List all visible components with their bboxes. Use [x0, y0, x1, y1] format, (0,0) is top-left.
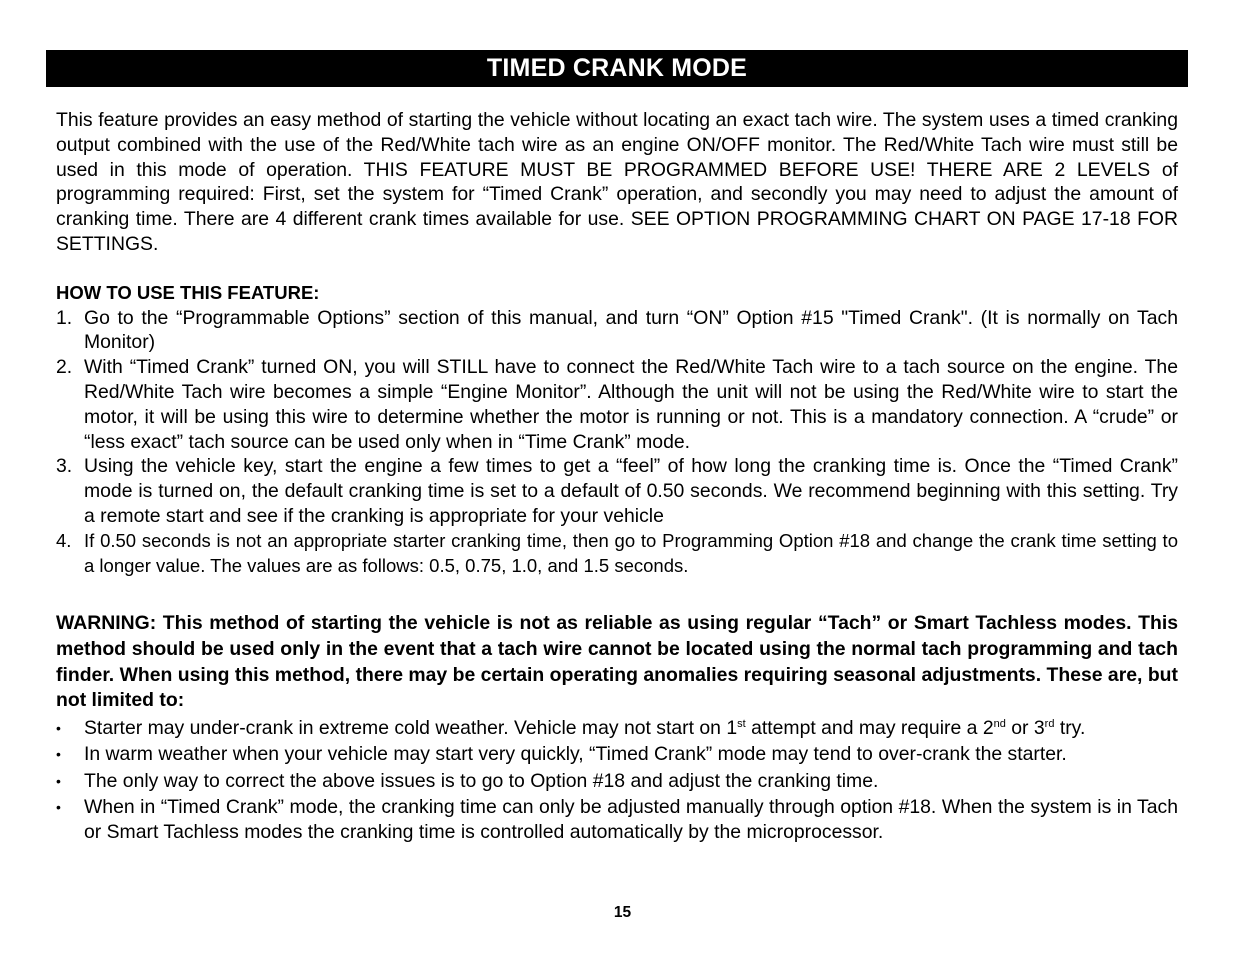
steps-list [56, 306, 1178, 579]
bullet-icon: • [56, 746, 61, 763]
page-number: 15 [613, 904, 632, 921]
bullet-text-part: or 3 [1005, 716, 1045, 739]
bullet-icon: • [56, 719, 61, 736]
ordinal-suffix: st [737, 717, 746, 730]
page-title-bar [46, 50, 1188, 87]
step-number: 3. [56, 455, 73, 478]
list-item [56, 306, 1178, 356]
page-content [56, 108, 1178, 846]
step-text: Using the vehicle key, start the engine a few times to get a “feel” of how long the cranking time is. Once the “Timed Crank” mode is turned on, the default cranking time is set to a default of 0.50 seconds. We recommend beginning with this setting. Try a remote start and see if the cranking is appropriate for your vehicle [84, 455, 1178, 527]
bullet-text-part: attempt and may require a 2 [745, 716, 994, 739]
bullet-text-part: Starter may under-crank in extreme cold weather. Vehicle may not start on 1 [84, 716, 738, 739]
ordinal-suffix: rd [1044, 717, 1055, 730]
bullet-icon: • [56, 772, 61, 789]
warning-paragraph: WARNING: This method of starting the vehicle is not as reliable as using regular “Tach” or Smart Tachless modes. This method should be used only in the event that a tach wire cannot be located using the normal tach programming and tach finder. When using this method, there may be certain operating anomalies requiring seasonal adjustments. These are, but not limited to: [56, 612, 1178, 712]
list-item [56, 742, 1178, 767]
list-item [56, 454, 1178, 528]
step-number: 2. [56, 356, 73, 379]
list-item [56, 529, 1178, 579]
intro-paragraph: This feature provides an easy method of starting the vehicle without locating an exact tach wire. The system uses a timed cranking output combined with the use of the Red/White tach wire as an engine ON/OFF monitor. The Red/White Tach wire must still be used in this mode of operation. THIS FEATURE MUST BE PROGRAMMED BEFORE USE! THERE ARE 2 LEVELS of programming required: First, set the system for “Timed Crank” operation, and secondly you may need to adjust the amount of cranking time. There are 4 different crank times available for use. SEE OPTION PROGRAMMING CHART ON PAGE 17-18 FOR SETTINGS. [56, 109, 1178, 255]
bullet-text-part: try. [1054, 716, 1086, 739]
step-text: With “Timed Crank” turned ON, you will STILL have to connect the Red/White Tach wire to a tach source on the engine. The Red/White Tach wire becomes a simple “Engine Monitor”. Although the unit will not be using the Red/White wire to start the motor, it will be using this wire to determine whether the motor is running or not. This is a mandatory connection. A “crude” or “less exact” tach source can be used only when in “Time Crank” mode. [84, 356, 1178, 453]
howto-heading: HOW TO USE THIS FEATURE: [56, 281, 320, 303]
ordinal-suffix: nd [993, 717, 1006, 730]
bullet-text [84, 716, 1178, 741]
list-item [56, 355, 1178, 454]
bullet-text: In warm weather when your vehicle may start very quickly, “Timed Crank” mode may tend to over-crank the starter. [84, 743, 1067, 766]
step-text: Go to the “Programmable Options” section of this manual, and turn “ON” Option #15 "Timed Crank". (It is normally on Tach Monitor) [84, 306, 1178, 354]
list-item [56, 716, 1178, 741]
step-number: 4. [56, 529, 72, 551]
list-item [56, 769, 1178, 794]
step-text: If 0.50 seconds is not an appropriate starter cranking time, then go to Programming Option #18 and change the crank time setting to a longer value. The values are as follows: 0.5, 0.75, 1.0, and 1.5 seconds. [84, 529, 1178, 576]
bullet-text: The only way to correct the above issues is to go to Option #18 and adjust the cranking time. [84, 769, 879, 792]
warning-bullets [56, 716, 1178, 845]
bullet-icon: • [56, 799, 61, 816]
bullet-text: When in “Timed Crank” mode, the cranking time can only be adjusted manually through option #18. When the system is in Tach or Smart Tachless modes the cranking time is controlled automatically by the microprocessor. [84, 796, 1178, 844]
step-number: 1. [56, 306, 73, 329]
page-title: TIMED CRANK MODE [486, 54, 748, 82]
list-item [56, 795, 1178, 845]
